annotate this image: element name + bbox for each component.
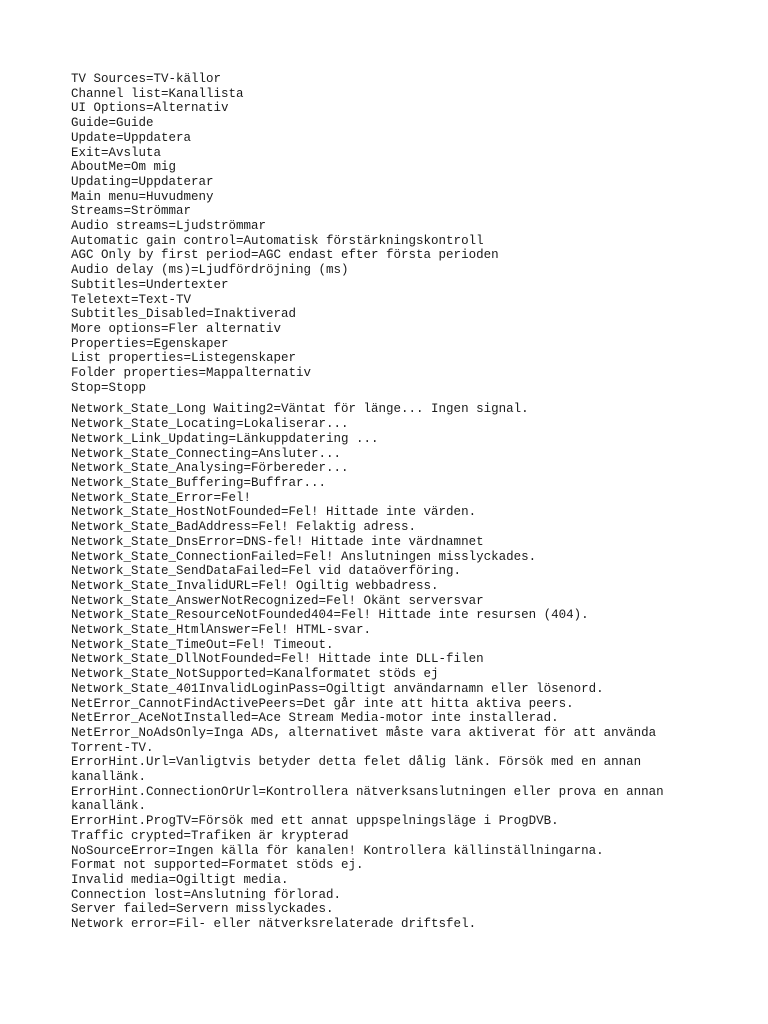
text-line: Network_State_401InvalidLoginPass=Ogiltigt användarnamn eller lösenord. [71, 681, 604, 696]
text-line: List properties=Listegenskaper [71, 351, 297, 366]
text-line: Network_State_SendDataFailed=Fel vid dataöverföring. [71, 564, 462, 579]
text-line: Guide=Guide [71, 116, 154, 131]
text-line: NetError_AceNotInstalled=Ace Stream Media-motor inte installerad. [71, 711, 559, 726]
text-line: Connection lost=Anslutning förlorad. [71, 887, 342, 902]
text-line: Network_State_HostNotFounded=Fel! Hittade inte värden. [71, 505, 477, 520]
text-line: Network_State_DllNotFounded=Fel! Hittade inte DLL-filen [71, 652, 484, 667]
text-line: Folder properties=Mappalternativ [71, 366, 312, 381]
text-line: Network_State_AnswerNotRecognized=Fel! Okänt serversvar [71, 593, 484, 608]
text-line: Subtitles_Disabled=Inaktiverad [71, 307, 297, 322]
text-line: Network_State_TimeOut=Fel! Timeout. [71, 637, 334, 652]
text-line: Network_State_InvalidURL=Fel! Ogiltig webbadress. [71, 578, 439, 593]
text-line: Traffic crypted=Trafiken är krypterad [71, 828, 349, 843]
text-line: Automatic gain control=Automatisk förstärkningskontroll [71, 233, 484, 248]
network-strings-section [71, 402, 701, 931]
text-line: Network_State_NotSupported=Kanalformatet stöds ej [71, 667, 439, 682]
text-line: Update=Uppdatera [71, 130, 192, 145]
text-line: ErrorHint.Url=Vanligtvis betyder detta felet dålig länk. Försök med en annan kanallänk. [71, 755, 649, 785]
text-line: Network_State_Connecting=Ansluter... [71, 446, 342, 461]
text-line: ErrorHint.ProgTV=Försök med ett annat uppspelningsläge i ProgDVB. [71, 814, 559, 829]
text-line: Network_State_Locating=Lokaliserar... [71, 417, 349, 432]
text-line: Main menu=Huvudmeny [71, 189, 214, 204]
ui-strings-section [71, 72, 701, 395]
text-line: TV Sources=TV-källor [71, 72, 222, 86]
text-line: Network_State_ConnectionFailed=Fel! Anslutningen misslyckades. [71, 549, 537, 564]
text-line: Audio delay (ms)=Ljudfördröjning (ms) [71, 263, 349, 278]
text-line: Network error=Fil- eller nätverksrelaterade driftsfel. [71, 917, 477, 932]
text-line: AboutMe=Om mig [71, 160, 177, 175]
text-line: Network_State_HtmlAnswer=Fel! HTML-svar. [71, 623, 372, 638]
text-line: NoSourceError=Ingen källa för kanalen! Kontrollera källinställningarna. [71, 843, 604, 858]
text-line: Stop=Stopp [71, 380, 147, 395]
text-line: Audio streams=Ljudströmmar [71, 219, 267, 234]
text-line: More options=Fler alternativ [71, 321, 282, 336]
text-line: Network_Link_Updating=Länkuppdatering ... [71, 431, 379, 446]
text-line: Network_State_BadAddress=Fel! Felaktig adress. [71, 520, 417, 535]
text-line: Network_State_Long Waiting2=Väntat för länge... Ingen signal. [71, 402, 529, 417]
text-line: Updating=Uppdaterar [71, 174, 214, 189]
document-page [71, 72, 701, 932]
text-line: ErrorHint.ConnectionOrUrl=Kontrollera nätverksanslutningen eller prova en annan kanallänk. [71, 784, 672, 814]
text-line: Teletext=Text-TV [71, 292, 192, 307]
text-line: Subtitles=Undertexter [71, 277, 229, 292]
text-line: Streams=Strömmar [71, 204, 192, 219]
text-line: NetError_CannotFindActivePeers=Det går inte att hitta aktiva peers. [71, 696, 574, 711]
text-line: Format not supported=Formatet stöds ej. [71, 858, 364, 873]
text-line: Network_State_Buffering=Buffrar... [71, 475, 327, 490]
text-line: Server failed=Servern misslyckades. [71, 902, 334, 917]
text-line: NetError_NoAdsOnly=Inga ADs, alternativet måste vara aktiverat för att använda Torrent-TV. [71, 725, 664, 755]
text-line: Channel list=Kanallista [71, 86, 244, 101]
text-line: Network_State_ResourceNotFounded404=Fel! Hittade inte resursen (404). [71, 608, 589, 623]
text-line: Properties=Egenskaper [71, 336, 229, 351]
text-line: Exit=Avsluta [71, 145, 162, 160]
text-line: Invalid media=Ogiltigt media. [71, 872, 289, 887]
text-line: Network_State_DnsError=DNS-fel! Hittade inte värdnamnet [71, 534, 484, 549]
text-line: UI Options=Alternativ [71, 101, 229, 116]
text-line: Network_State_Error=Fel! [71, 490, 252, 505]
text-line: Network_State_Analysing=Förbereder... [71, 461, 349, 476]
text-line: AGC Only by first period=AGC endast efter första perioden [71, 248, 499, 263]
